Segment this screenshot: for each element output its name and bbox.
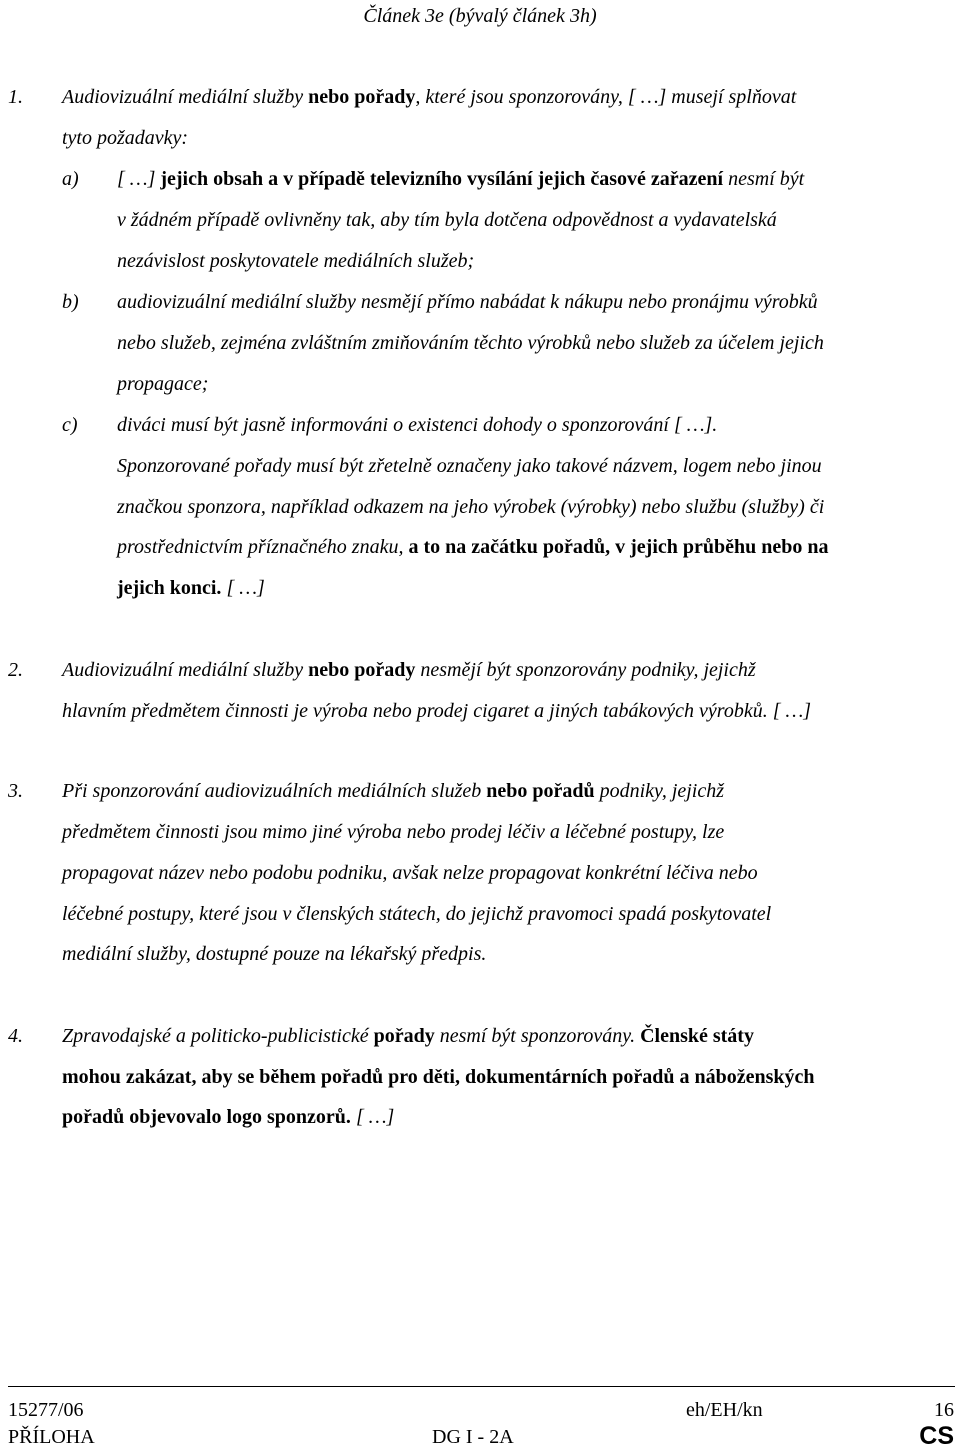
paragraph-4-line-3 [62, 1105, 394, 1129]
text-run: podniky, jejichž [594, 780, 725, 802]
text-run: nesmí být sponzorovány. [434, 1025, 641, 1047]
bold-run: nebo pořady [308, 659, 416, 681]
item-c-line-4 [117, 535, 829, 559]
item-c-label: c) [62, 414, 78, 436]
bold-run: Členské státy [640, 1025, 754, 1047]
text-run: [ …] [117, 168, 161, 190]
text-run: Audiovizuální mediální služby [62, 86, 309, 108]
item-a-line-1 [117, 167, 804, 191]
paragraph-3-line-5: mediální služby, dostupné pouze na lékařský předpis. [62, 943, 487, 965]
text-run: nesmí být [723, 168, 805, 190]
text-run: Audiovizuální mediální služby [62, 659, 309, 681]
text-run: nesmějí být sponzorovány podniky, jejichž [415, 659, 756, 681]
bold-run: nebo pořady [308, 86, 416, 108]
item-c-line-5 [117, 576, 265, 600]
bold-run: a to na začátku pořadů, v jejich průběhu nebo na [408, 536, 829, 558]
paragraph-3-line-3: propagovat název nebo podobu podniku, avšak nelze propagovat konkrétní léčiva nebo [62, 862, 758, 884]
paragraph-1-line-1 [62, 85, 796, 109]
item-b-label: b) [62, 291, 79, 313]
bold-run: pořady [373, 1025, 435, 1047]
item-a-label: a) [62, 168, 79, 190]
item-c-line-1: diváci musí být jasně informováni o existenci dohody o sponzorování [ …]. [117, 414, 718, 436]
text-run: , které jsou sponzorovány, [ …] musejí splňovat [415, 86, 797, 108]
item-a-line-3: nezávislost poskytovatele mediálních služeb; [117, 250, 475, 272]
paragraph-1-number: 1. [8, 86, 23, 108]
paragraph-3-number: 3. [8, 780, 23, 802]
item-c-line-3: značkou sponzora, například odkazem na jeho výrobek (výrobky) nebo službu (služby) či [117, 496, 825, 518]
footer-dg: DG I - 2A [432, 1426, 514, 1448]
bold-run: pořadů objevovalo logo sponzorů. [62, 1106, 351, 1128]
bold-run: jejich konci. [117, 577, 222, 599]
bold-run: nebo pořadů [486, 780, 595, 802]
footer-rule [8, 1386, 955, 1387]
footer-initials: eh/EH/kn [686, 1399, 763, 1421]
paragraph-4-line-2: mohou zakázat, aby se během pořadů pro děti, dokumentárních pořadů a náboženských [62, 1066, 815, 1088]
paragraph-4-number: 4. [8, 1025, 23, 1047]
paragraph-2-line-2: hlavním předmětem činnosti je výroba nebo prodej cigaret a jiných tabákových výrobků. [ …] [62, 700, 812, 722]
paragraph-2-number: 2. [8, 659, 23, 681]
paragraph-2-line-1 [62, 658, 756, 682]
text-run: [ …] [221, 577, 265, 599]
footer-doc-number: 15277/06 [8, 1399, 84, 1421]
text-run: prostřednictvím příznačného znaku, [117, 536, 409, 558]
bold-run: jejich obsah a v případě televizního vysílání jejich časové zařazení [160, 168, 724, 190]
item-b-line-1: audiovizuální mediální služby nesmějí přímo nabádat k nákupu nebo pronájmu výrobků [117, 291, 818, 313]
item-c-line-2: Sponzorované pořady musí být zřetelně označeny jako takové názvem, logem nebo jinou [117, 455, 822, 477]
paragraph-4-line-1 [62, 1024, 754, 1048]
footer-annex: PŘÍLOHA [8, 1426, 95, 1448]
paragraph-3-line-4: léčebné postupy, které jsou v členských státech, do jejichž pravomoci spadá poskytovatel [62, 903, 772, 925]
paragraph-3-line-2: předmětem činnosti jsou mimo jiné výroba nebo prodej léčiv a léčebné postupy, lze [62, 821, 725, 843]
footer-page-number: 16 [934, 1399, 954, 1421]
paragraph-3-line-1 [62, 779, 724, 803]
text-run: Při sponzorování audiovizuálních mediálních služeb [62, 780, 487, 802]
text-run: Zpravodajské a politicko-publicistické [62, 1025, 374, 1047]
paragraph-1-line-2: tyto požadavky: [62, 127, 189, 149]
item-b-line-3: propagace; [117, 373, 209, 395]
article-title: Článek 3e (bývalý článek 3h) [363, 5, 597, 27]
text-run: [ …] [350, 1106, 395, 1128]
item-a-line-2: v žádném případě ovlivněny tak, aby tím byla dotčena odpovědnost a vydavatelská [117, 209, 777, 231]
item-b-line-2: nebo služeb, zejména zvláštním zmiňováním těchto výrobků nebo služeb za účelem jejich [117, 332, 824, 354]
footer-language-code: CS [919, 1422, 954, 1450]
